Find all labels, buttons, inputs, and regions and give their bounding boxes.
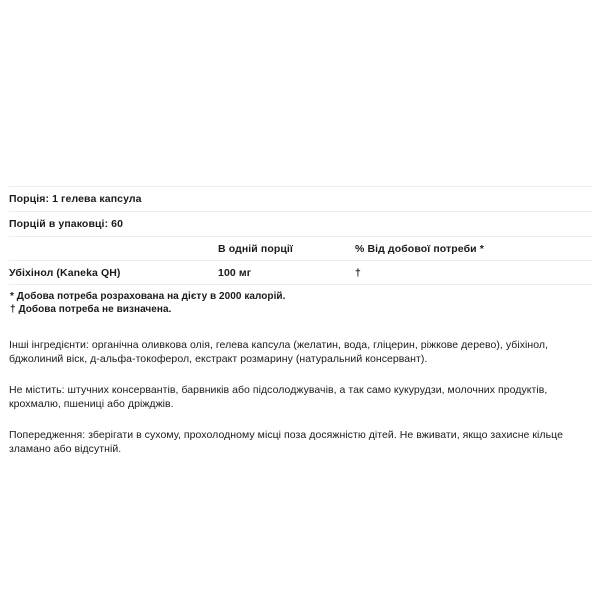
column-header-daily-value: % Від добової потреби *	[355, 242, 484, 255]
column-header-amount-per-serving: В одній порції	[218, 242, 293, 255]
free-from-text: Не містить: штучних консервантів, барвників або підсолоджувачів, а так само кукурудзи, молочних продуктів, крохмалю, пшениці або дріжджів.	[9, 384, 548, 410]
footnotes	[10, 285, 593, 316]
servings-per-container-row	[9, 212, 593, 236]
footnote-daily-value-not-established: † Добова потреба не визначена.	[10, 304, 172, 315]
nutrient-name: Убіхінол (Kaneka QH)	[9, 266, 121, 279]
serving-size-row	[9, 187, 593, 211]
table-row	[9, 261, 593, 284]
top-spacer	[0, 0, 600, 186]
nutrient-daily-value: †	[355, 266, 361, 279]
label-paragraphs	[9, 338, 592, 456]
nutrition-table-header	[9, 237, 593, 260]
servings-per-container-label: Порцій в упаковці: 60	[9, 218, 124, 230]
warning-text: Попередження: зберігати в сухому, прохолодному місці поза досяжністю дітей. Не вживати, якщо захисне кільце зламано або відсутній.	[9, 429, 563, 455]
serving-size-label: Порція: 1 гелева капсула	[9, 193, 142, 205]
other-ingredients-text: Інші інгредієнти: органічна оливкова олія, гелева капсула (желатин, вода, гліцерин, ріжкове дерево), убіхінол, бджолиний віск, д-альфа-токоферол, екстракт розмарину (натуральний консервант).	[9, 339, 549, 365]
footnote-daily-value-basis: * Добова потреба розрахована на дієту в 2000 калорій.	[10, 291, 286, 302]
nutrient-amount: 100 мг	[218, 266, 252, 279]
supplement-facts-panel	[9, 186, 593, 316]
